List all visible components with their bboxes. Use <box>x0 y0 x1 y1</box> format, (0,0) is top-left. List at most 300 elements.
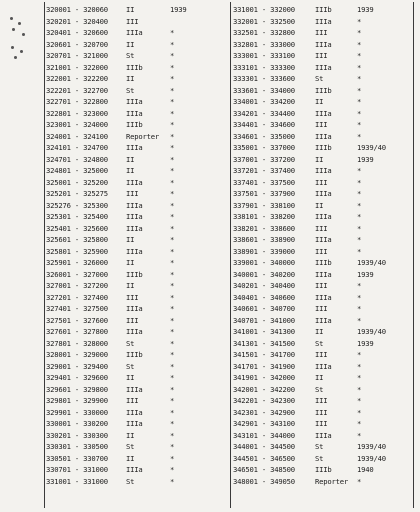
serial-range: 330201 - 330300 <box>46 430 108 440</box>
year-mark: * <box>170 350 175 359</box>
serial-range: 320401 - 320600 <box>46 28 108 37</box>
table-row <box>46 430 198 442</box>
year-mark: * <box>170 108 175 118</box>
year-mark: * <box>357 407 362 417</box>
group-code: II <box>126 39 135 49</box>
year-mark <box>170 16 198 28</box>
group-code: IIIa <box>315 212 332 221</box>
serial-range: 337901 - 338100 <box>233 200 295 210</box>
table-row <box>233 73 385 85</box>
table-row <box>233 50 385 62</box>
table-row <box>46 418 198 430</box>
serial-range: 346501 - 348500 <box>233 465 295 474</box>
year-mark: 1939/40 <box>357 442 386 451</box>
table-row <box>46 361 198 373</box>
table-row <box>46 407 198 419</box>
year-mark: * <box>357 304 362 313</box>
serial-range: 321001 - 322000 <box>46 62 108 72</box>
group-code: IIIa <box>315 189 332 198</box>
table-row <box>46 16 198 28</box>
table-row <box>46 200 198 212</box>
year-mark: * <box>357 315 362 325</box>
serial-range: 329001 - 329400 <box>46 361 108 371</box>
table-row <box>46 395 198 407</box>
year-mark: * <box>357 120 362 129</box>
table-row <box>233 269 385 281</box>
group-code: IIIa <box>126 223 143 233</box>
group-code: St <box>315 338 324 348</box>
group-code: Reporter <box>315 476 349 486</box>
serial-range: 331001 - 332000 <box>233 5 295 14</box>
table-row <box>233 453 385 465</box>
serial-range: 327201 - 327400 <box>46 292 108 302</box>
serial-range: 334401 - 334600 <box>233 120 295 129</box>
table-row <box>233 96 385 108</box>
table-row <box>46 119 198 131</box>
table-row <box>46 39 198 51</box>
table-row <box>46 108 198 120</box>
group-code: St <box>126 442 135 451</box>
table-row <box>233 407 385 419</box>
group-code: IIIa <box>126 177 143 187</box>
serial-range: 329401 - 329600 <box>46 373 108 382</box>
table-row <box>46 142 198 154</box>
serial-range: 320001 - 320060 <box>46 5 108 14</box>
group-code: II <box>315 154 324 164</box>
year-mark: * <box>357 246 362 256</box>
year-mark: * <box>357 177 362 187</box>
serial-range: 337001 - 337200 <box>233 154 295 164</box>
year-mark: * <box>170 304 175 313</box>
serial-range: 334201 - 334400 <box>233 108 295 118</box>
table-row <box>233 418 385 430</box>
table-row <box>46 234 198 246</box>
group-code: IIIb <box>315 143 332 152</box>
year-mark: 1939 <box>170 5 187 14</box>
serial-range: 340701 - 341000 <box>233 315 295 325</box>
table-row <box>46 349 198 361</box>
year-mark: * <box>170 292 175 302</box>
table-row <box>233 211 385 223</box>
group-code: IIIa <box>315 315 332 325</box>
serial-range: 327601 - 327800 <box>46 327 108 336</box>
year-mark: * <box>170 407 175 417</box>
group-code: IIIb <box>315 85 332 95</box>
serial-range: 339001 - 340000 <box>233 258 295 267</box>
table-row <box>233 154 385 166</box>
group-code: III <box>126 292 139 302</box>
serial-range: 337201 - 337400 <box>233 166 295 175</box>
year-mark: * <box>170 419 175 428</box>
serial-range: 323001 - 324000 <box>46 120 108 129</box>
table-row <box>46 85 198 97</box>
group-code: III <box>315 419 328 428</box>
serial-range: 328001 - 329000 <box>46 350 108 359</box>
table-row <box>233 223 385 235</box>
year-mark: * <box>357 396 362 405</box>
group-code: IIIa <box>315 361 332 371</box>
year-mark: * <box>357 200 362 210</box>
year-mark: * <box>170 131 175 141</box>
group-code: Reporter <box>126 131 160 141</box>
year-mark: * <box>170 85 175 95</box>
table-row <box>233 85 385 97</box>
serial-range: 324701 - 324800 <box>46 154 108 164</box>
serial-range: 325601 - 325800 <box>46 235 108 244</box>
group-code: IIIa <box>126 407 143 417</box>
table-row <box>233 108 385 120</box>
table-row <box>233 395 385 407</box>
group-code: St <box>315 442 324 451</box>
group-code: II <box>126 235 135 244</box>
year-mark: * <box>170 430 175 440</box>
table-row <box>46 441 198 453</box>
year-mark: * <box>357 430 362 440</box>
group-code: IIIa <box>126 384 143 394</box>
group-code: IIIb <box>126 269 143 279</box>
serial-range: 324101 - 324700 <box>46 143 108 152</box>
group-code: IIIb <box>315 258 332 267</box>
column-rule <box>44 2 45 508</box>
year-mark: * <box>170 465 175 474</box>
group-code: IIIb <box>315 5 332 14</box>
table-row <box>46 464 198 476</box>
serial-range: 343101 - 344000 <box>233 430 295 440</box>
group-code: IIIa <box>126 143 143 152</box>
table-row <box>233 361 385 373</box>
year-mark: 1939/40 <box>357 327 386 336</box>
serial-range: 340601 - 340700 <box>233 304 295 313</box>
year-mark: * <box>170 373 175 382</box>
group-code: IIIa <box>315 269 332 279</box>
year-mark: * <box>357 350 362 359</box>
serial-range: 342301 - 342900 <box>233 407 295 417</box>
serial-range: 338201 - 338600 <box>233 223 295 233</box>
serial-range: 334001 - 334200 <box>233 97 295 106</box>
table-row <box>46 211 198 223</box>
year-mark: * <box>170 74 175 83</box>
serial-range: 338101 - 338200 <box>233 212 295 221</box>
year-mark: * <box>357 212 362 221</box>
serial-range: 335001 - 337000 <box>233 143 295 152</box>
table-row <box>233 280 385 292</box>
group-code: St <box>126 51 135 60</box>
year-mark: * <box>357 235 362 244</box>
group-code: III <box>315 304 328 313</box>
serial-range: 324801 - 325000 <box>46 166 108 175</box>
year-mark: 1939 <box>357 338 374 348</box>
serial-range: 327401 - 327500 <box>46 304 108 313</box>
group-code: III <box>315 407 328 417</box>
table-row <box>46 315 198 327</box>
group-code: IIIb <box>126 350 143 359</box>
year-mark: * <box>357 373 362 382</box>
table-row <box>233 464 385 476</box>
serial-range: 332001 - 332500 <box>233 16 295 26</box>
group-code: III <box>315 177 328 187</box>
table-row <box>233 441 385 453</box>
group-code: IIIa <box>315 235 332 244</box>
group-code: IIIb <box>126 120 143 129</box>
year-mark: * <box>357 223 362 233</box>
table-row <box>46 73 198 85</box>
table-row <box>46 188 198 200</box>
serial-range: 340201 - 340400 <box>233 281 295 290</box>
group-code: III <box>126 189 139 198</box>
left-column <box>46 4 198 487</box>
group-code: IIIb <box>126 62 143 72</box>
group-code: St <box>126 361 135 371</box>
year-mark: * <box>357 189 362 198</box>
serial-range: 322801 - 323000 <box>46 108 108 118</box>
column-rule <box>230 2 231 508</box>
year-mark: * <box>357 131 362 141</box>
serial-range: 320201 - 320400 <box>46 16 108 26</box>
serial-range: 322001 - 322200 <box>46 74 108 83</box>
serial-range: 342201 - 342300 <box>233 396 295 405</box>
year-mark: * <box>170 200 175 210</box>
table-row <box>233 119 385 131</box>
group-code: III <box>315 51 328 60</box>
table-row <box>46 453 198 465</box>
serial-range: 342001 - 342200 <box>233 384 295 394</box>
serial-range: 344001 - 344500 <box>233 442 295 451</box>
group-code: IIIa <box>315 292 332 302</box>
year-mark: * <box>357 85 362 95</box>
year-mark: * <box>170 212 175 221</box>
serial-range: 330701 - 331000 <box>46 465 108 474</box>
year-mark: * <box>357 292 362 302</box>
group-code: IIIa <box>315 430 332 440</box>
serial-range: 331001 - 331000 <box>46 476 108 486</box>
serial-range: 322201 - 322700 <box>46 85 108 95</box>
table-row <box>46 384 198 396</box>
group-code: III <box>126 315 139 325</box>
group-code: IIIa <box>126 465 143 474</box>
group-code: II <box>315 200 324 210</box>
table-row <box>233 315 385 327</box>
table-row <box>233 27 385 39</box>
table-row <box>233 349 385 361</box>
year-mark: 1939/40 <box>357 143 386 152</box>
group-code: III <box>315 223 328 233</box>
year-mark: * <box>170 166 175 175</box>
year-mark: * <box>170 177 175 187</box>
year-mark: * <box>170 281 175 290</box>
punch-hole-marks <box>8 14 38 44</box>
table-row <box>233 234 385 246</box>
serial-range: 341301 - 341500 <box>233 338 295 348</box>
group-code: IIIa <box>315 108 332 118</box>
year-mark: * <box>170 39 175 49</box>
punch-hole-marks <box>8 44 38 74</box>
year-mark: * <box>357 28 362 37</box>
year-mark: * <box>170 223 175 233</box>
table-row <box>46 476 198 488</box>
table-row <box>46 292 198 304</box>
table-row <box>233 188 385 200</box>
year-mark: * <box>170 258 175 267</box>
serial-range: 341501 - 341700 <box>233 350 295 359</box>
group-code: St <box>126 85 135 95</box>
serial-range: 325401 - 325600 <box>46 223 108 233</box>
year-mark: * <box>170 235 175 244</box>
table-row <box>233 292 385 304</box>
table-row <box>46 177 198 189</box>
serial-range: 334601 - 335000 <box>233 131 295 141</box>
serial-range: 330301 - 330500 <box>46 442 108 451</box>
table-row <box>233 165 385 177</box>
group-code: II <box>126 166 135 175</box>
column-rule <box>413 2 414 508</box>
group-code: II <box>126 373 135 382</box>
year-mark: * <box>357 108 362 118</box>
table-row <box>233 131 385 143</box>
year-mark: * <box>170 97 175 106</box>
table-row <box>46 372 198 384</box>
year-mark: * <box>170 189 175 198</box>
year-mark: * <box>170 120 175 129</box>
serial-range: 338901 - 339000 <box>233 246 295 256</box>
year-mark: * <box>357 419 362 428</box>
year-mark: * <box>357 74 362 83</box>
table-row <box>46 303 198 315</box>
group-code: III <box>315 120 328 129</box>
serial-range: 325801 - 325900 <box>46 246 108 256</box>
serial-range: 340401 - 340600 <box>233 292 295 302</box>
group-code: IIIa <box>315 16 332 26</box>
table-row <box>233 246 385 258</box>
year-mark: * <box>170 62 175 72</box>
table-row <box>233 62 385 74</box>
group-code: IIIa <box>315 131 332 141</box>
year-mark: * <box>357 476 362 486</box>
group-code: IIIa <box>315 62 332 72</box>
year-mark: 1939/40 <box>357 453 386 463</box>
serial-range: 320701 - 321000 <box>46 51 108 60</box>
table-row <box>233 177 385 189</box>
serial-range: 327501 - 327600 <box>46 315 108 325</box>
group-code: II <box>126 258 135 267</box>
group-code: II <box>315 97 324 106</box>
serial-range: 344501 - 346500 <box>233 453 295 463</box>
year-mark: * <box>357 39 362 49</box>
group-code: IIIa <box>126 304 143 313</box>
table-row <box>233 476 385 488</box>
table-row <box>46 326 198 338</box>
group-code: IIIa <box>126 212 143 221</box>
group-code: III <box>126 396 139 405</box>
group-code: IIIb <box>315 465 332 474</box>
serial-range: 327001 - 327200 <box>46 281 108 290</box>
serial-range: 330501 - 330700 <box>46 453 108 463</box>
year-mark: * <box>357 384 362 394</box>
year-mark: * <box>170 396 175 405</box>
year-mark: * <box>357 361 362 371</box>
serial-range: 348001 - 349050 <box>233 476 295 486</box>
serial-range: 337501 - 337900 <box>233 189 295 198</box>
serial-range: 341901 - 342000 <box>233 373 295 382</box>
table-row <box>233 39 385 51</box>
group-code: IIIa <box>315 39 332 49</box>
serial-range: 338601 - 338900 <box>233 235 295 244</box>
group-code: III <box>315 281 328 290</box>
year-mark: * <box>170 28 175 37</box>
year-mark: * <box>357 51 362 60</box>
group-code: St <box>315 384 324 394</box>
serial-range: 337401 - 337500 <box>233 177 295 187</box>
year-mark: 1940 <box>357 465 374 474</box>
group-code: II <box>126 453 135 463</box>
year-mark: 1939 <box>357 154 374 164</box>
table-row <box>46 4 198 16</box>
table-row <box>233 384 385 396</box>
table-row <box>233 4 385 16</box>
serial-range: 325276 - 325300 <box>46 200 108 210</box>
year-mark: * <box>170 453 175 463</box>
table-row <box>233 142 385 154</box>
table-row <box>46 223 198 235</box>
table-row <box>46 280 198 292</box>
group-code: II <box>126 281 135 290</box>
group-code: IIIa <box>126 28 143 37</box>
serial-range: 325001 - 325200 <box>46 177 108 187</box>
year-mark: * <box>357 166 362 175</box>
group-code: III <box>315 396 328 405</box>
year-mark: * <box>170 246 175 256</box>
serial-range: 330001 - 330200 <box>46 419 108 428</box>
serial-range: 327801 - 328000 <box>46 338 108 348</box>
table-row <box>46 154 198 166</box>
year-mark: 1939 <box>357 5 374 14</box>
year-mark: * <box>357 281 362 290</box>
group-code: II <box>315 373 324 382</box>
year-mark: * <box>357 62 362 72</box>
year-mark: * <box>170 269 175 279</box>
group-code: IIIa <box>126 327 143 336</box>
serial-range: 333301 - 333600 <box>233 74 295 83</box>
year-mark: * <box>170 442 175 451</box>
table-row <box>233 200 385 212</box>
serial-range: 341001 - 341300 <box>233 327 295 336</box>
group-code: IIIa <box>126 97 143 106</box>
group-code: II <box>126 74 135 83</box>
serial-range: 325901 - 326000 <box>46 258 108 267</box>
group-code: III <box>126 16 139 26</box>
group-code: III <box>315 350 328 359</box>
group-code: IIIa <box>126 246 143 256</box>
year-mark: * <box>170 361 175 371</box>
serial-range: 332501 - 332800 <box>233 28 295 37</box>
group-code: II <box>315 327 324 336</box>
table-row <box>46 246 198 258</box>
group-code: IIIa <box>126 419 143 428</box>
group-code: St <box>126 338 135 348</box>
right-column <box>233 4 385 487</box>
table-row <box>233 430 385 442</box>
serial-range: 320601 - 320700 <box>46 39 108 49</box>
serial-range: 326001 - 327000 <box>46 269 108 279</box>
serial-range: 329901 - 330000 <box>46 407 108 417</box>
table-row <box>233 372 385 384</box>
table-row <box>233 303 385 315</box>
year-mark: * <box>170 476 175 486</box>
serial-range: 342901 - 343100 <box>233 419 295 428</box>
table-row <box>233 257 385 269</box>
table-row <box>46 50 198 62</box>
year-mark: * <box>170 315 175 325</box>
table-row <box>46 27 198 39</box>
